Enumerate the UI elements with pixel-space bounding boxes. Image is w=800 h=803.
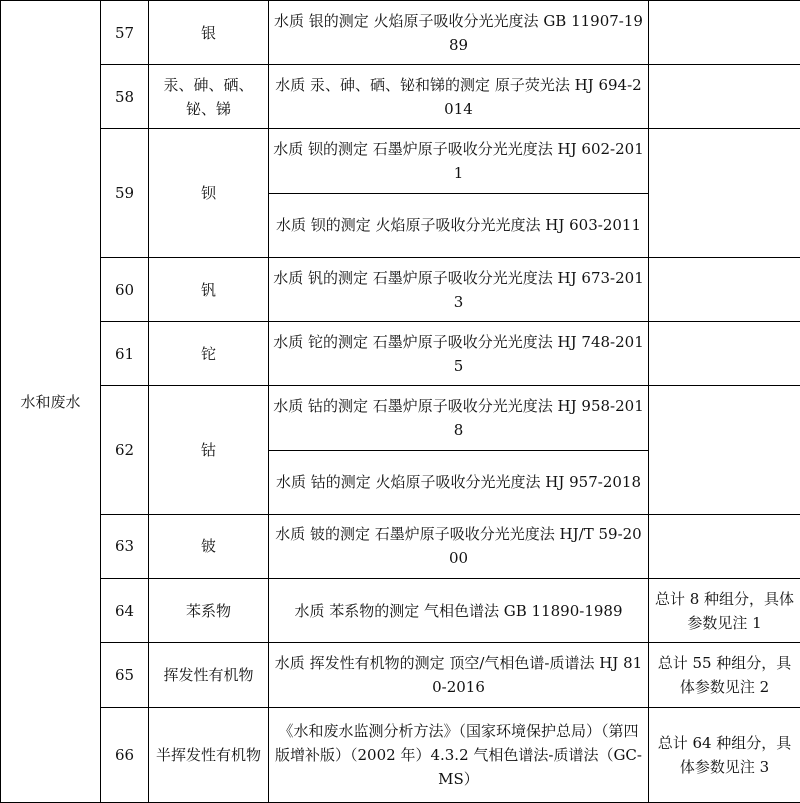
method-cell: 水质 钴的测定 火焰原子吸收分光光度法 HJ 957-2018 [269,450,649,514]
table-row [1,322,800,386]
note-cell [649,257,800,321]
note-cell [649,129,800,257]
method-cell: 水质 挥发性有机物的测定 顶空/气相色谱-质谱法 HJ 810-2016 [269,643,649,707]
note-cell [649,514,800,578]
row-number: 64 [101,579,149,643]
method-cell: 水质 钡的测定 石墨炉原子吸收分光光度法 HJ 602-2011 [269,129,649,193]
row-number: 58 [101,65,149,129]
note-cell: 总计 8 种组分，具体参数见注 1 [649,579,800,643]
table-row [1,1,800,65]
item-name: 铍 [149,514,269,578]
note-cell: 总计 64 种组分，具体参数见注 3 [649,707,800,802]
row-number: 60 [101,257,149,321]
item-name: 汞、砷、硒、铋、锑 [149,65,269,129]
method-cell: 水质 铍的测定 石墨炉原子吸收分光光度法 HJ/T 59-2000 [269,514,649,578]
item-name: 银 [149,1,269,65]
method-cell: 水质 钴的测定 石墨炉原子吸收分光光度法 HJ 958-2018 [269,386,649,450]
row-number: 61 [101,322,149,386]
method-cell: 水质 银的测定 火焰原子吸收分光光度法 GB 11907-1989 [269,1,649,65]
note-cell [649,65,800,129]
item-name: 钒 [149,257,269,321]
table-row [1,257,800,321]
item-name: 铊 [149,322,269,386]
item-name: 钡 [149,129,269,257]
method-cell: 水质 钡的测定 火焰原子吸收分光光度法 HJ 603-2011 [269,193,649,257]
table-row [1,514,800,578]
note-cell [649,322,800,386]
note-cell: 总计 55 种组分，具体参数见注 2 [649,643,800,707]
item-name: 钴 [149,386,269,514]
row-number: 57 [101,1,149,65]
table-row [1,65,800,129]
row-number: 63 [101,514,149,578]
item-name: 半挥发性有机物 [149,707,269,802]
table-row [1,579,800,643]
method-cell: 《水和废水监测分析方法》（国家环境保护总局）（第四版增补版）（2002 年）4.3.2 气相色谱法-质谱法（GC-MS） [269,707,649,802]
row-number: 62 [101,386,149,514]
row-number: 66 [101,707,149,802]
table-row [1,707,800,802]
note-cell [649,1,800,65]
table-row [1,386,800,450]
category-cell: 水和废水 [1,1,101,803]
item-name: 挥发性有机物 [149,643,269,707]
item-name: 苯系物 [149,579,269,643]
table-row [1,129,800,193]
method-cell: 水质 钒的测定 石墨炉原子吸收分光光度法 HJ 673-2013 [269,257,649,321]
method-cell: 水质 汞、砷、硒、铋和锑的测定 原子荧光法 HJ 694-2014 [269,65,649,129]
table-row [1,643,800,707]
method-cell: 水质 苯系物的测定 气相色谱法 GB 11890-1989 [269,579,649,643]
row-number: 59 [101,129,149,257]
row-number: 65 [101,643,149,707]
method-cell: 水质 铊的测定 石墨炉原子吸收分光光度法 HJ 748-2015 [269,322,649,386]
note-cell [649,386,800,514]
